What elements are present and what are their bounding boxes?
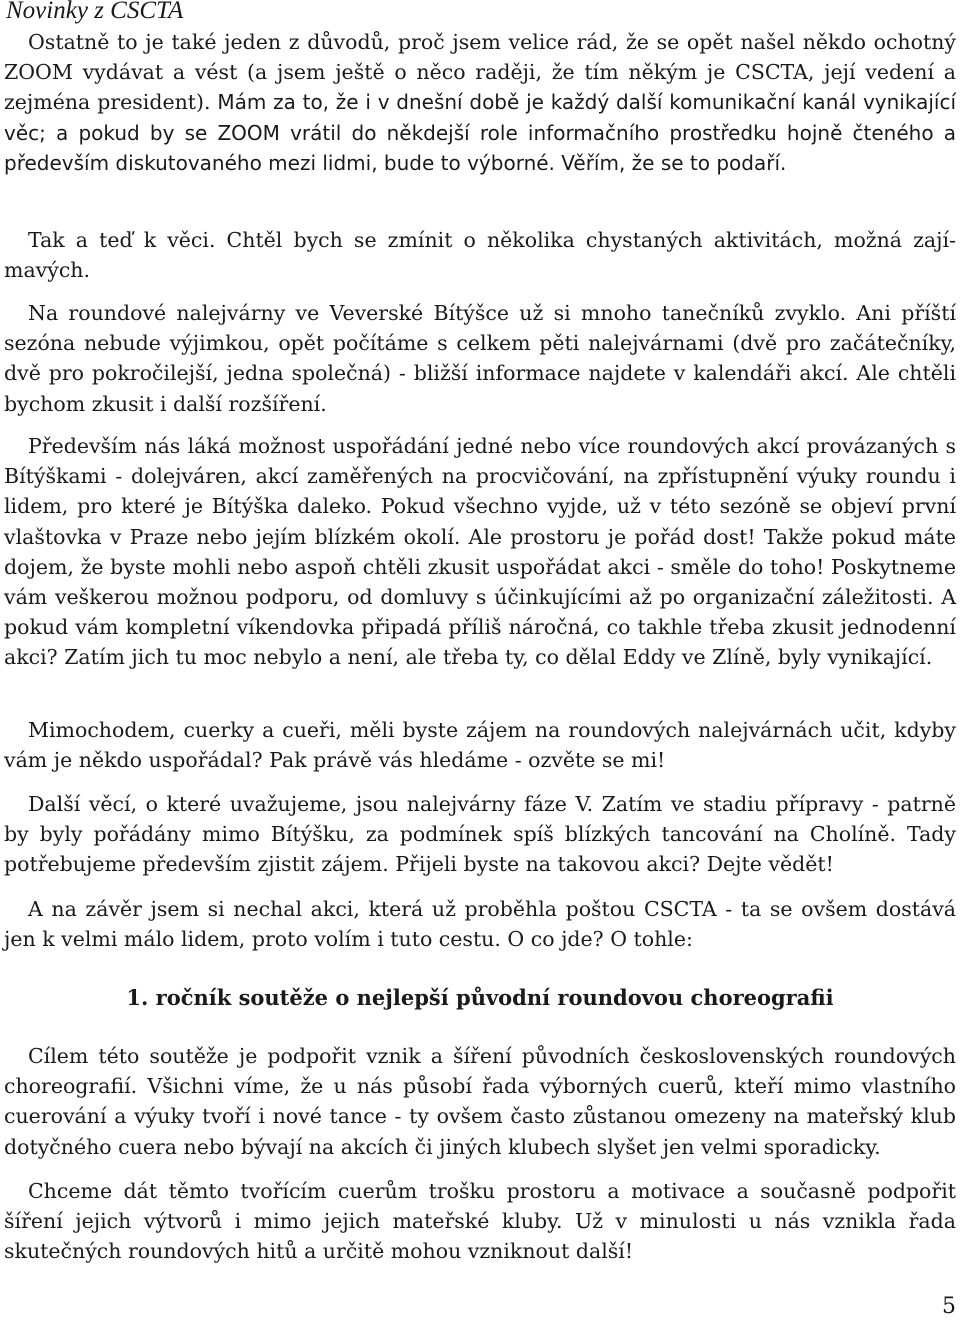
paragraph-cuers-call: Mimochodem, cuerky a cueři, měli byste zájem na roundových nalejvárnách učit, kdyby vám je někdo uspořádal? Pak právě vás hledáme - ozvěte se mi! [4,718,956,773]
section-heading: 1. ročník soutěže o nejlepší původní roundovou choreografii [126,985,834,1010]
paragraph-contest-goal: Cílem této soutěže je podpořit vznik a šíření původních československých roundových choreografií. Všichni víme, že u nás působí řada výborných cuerů, kteří mimo vlastního cuerování a výuky tvoří i nové tance - ty ovšem často zůstanou omezeny na mateřský klub dotyčného cuera nebo bývají na akcích či jiných klubech slyšet jen velmi sporadicky. [4,1044,956,1159]
paragraph-phase-five: Další věcí, o které uvažujeme, jsou nalejvárny fáze V. Zatím ve stadiu přípravy - patrně by byly pořádány mimo Bítýšku, za podmínek spíš blízkých tancování na Cholíně. Tady potřebujeme především zjistit zájem. Přijeli byste na takovou akci? Dejte vědět! [4,792,956,877]
paragraph-new-events: Především nás láká možnost uspořádání jedné nebo více roundových akcí provázaných s Bítýškami - dolejváren, akcí zaměřených na procvičování, na zpřístupnění výuky roundu i lidem, pro které je Bítýška daleko. Pokud všechno vyjde, už v této sezóně se objeví první vlaštovka v Praze nebo jejím blízkém okolí. Ale prostoru je pořád dost! Takže pokud máte dojem, že byste mohli nebo aspoň chtěli zkusit uspořádat akci - směle do toho! Poskytneme vám veškerou možnou podporu, od domluvy s účinkujícími až po organizační záležitosti. A pokud vám kompletní víkendovka připadá příliš náročná, co takhle třeba zkusit jednodenní akci? Zatím jich tu moc nebylo a není, ale třeba ty, co dělal Eddy ve Zlíně, byly vynikající. [4,434,956,670]
paragraph-closing: A na závěr jsem si nechal akci, která už proběhla poštou CSCTA - ta se ovšem dostává jen k velmi málo lidem, proto volím i tuto cestu. O co jde? O tohle: [4,897,956,952]
page-number: 5 [942,1294,956,1319]
paragraph-intro-part2: Mám za to, že i v dnešní době je každý další komunikační kanál vynikající věc; a pokud by se ZOOM vrátil do někdejší role informačního prostředku hojně čteného a především diskutovaného mezi lidmi, bude to výborné. Věřím, že se to podaří. [4,90,956,175]
paragraph-intro [4,27,956,178]
paragraph-intro-part1: Ostatně to je také jeden z důvodů, proč jsem velice rád, že se opět našel někdo ochotný ZOOM vydávat a vést (a jsem ještě o něco raději, že tím někým je CSCTA, její vedení a zejména president). [4,30,956,115]
paragraph-contest-motivation: Chceme dát těmto tvořícím cuerům trošku prostoru a motivace a současně podpořit šíření jejich výtvorů i mimo jejich mateřské kluby. Už v minulosti u nás vznikla řada skutečných roundových hitů a určitě mohou vzniknout další! [4,1179,956,1264]
paragraph-round-workshops: Na roundové nalejvárny ve Veverské Bítýšce už si mnoho tanečníků zvyklo. Ani příští sezóna nebude výjimkou, opět počítáme s celkem pěti nalejvárnami (dvě pro začátečníky, dvě pro pokročilejší, jedna společná) - bližší informace najdete v kalendáři akcí. Ale chtěli bychom zkusit i další rozšíření. [4,301,956,416]
paragraph-to-business: Tak a teď k věci. Chtěl bych se zmínit o několika chystaných aktivitách, možná zajímavých. [4,228,956,283]
running-header: Novinky z CSCTA [6,0,184,24]
